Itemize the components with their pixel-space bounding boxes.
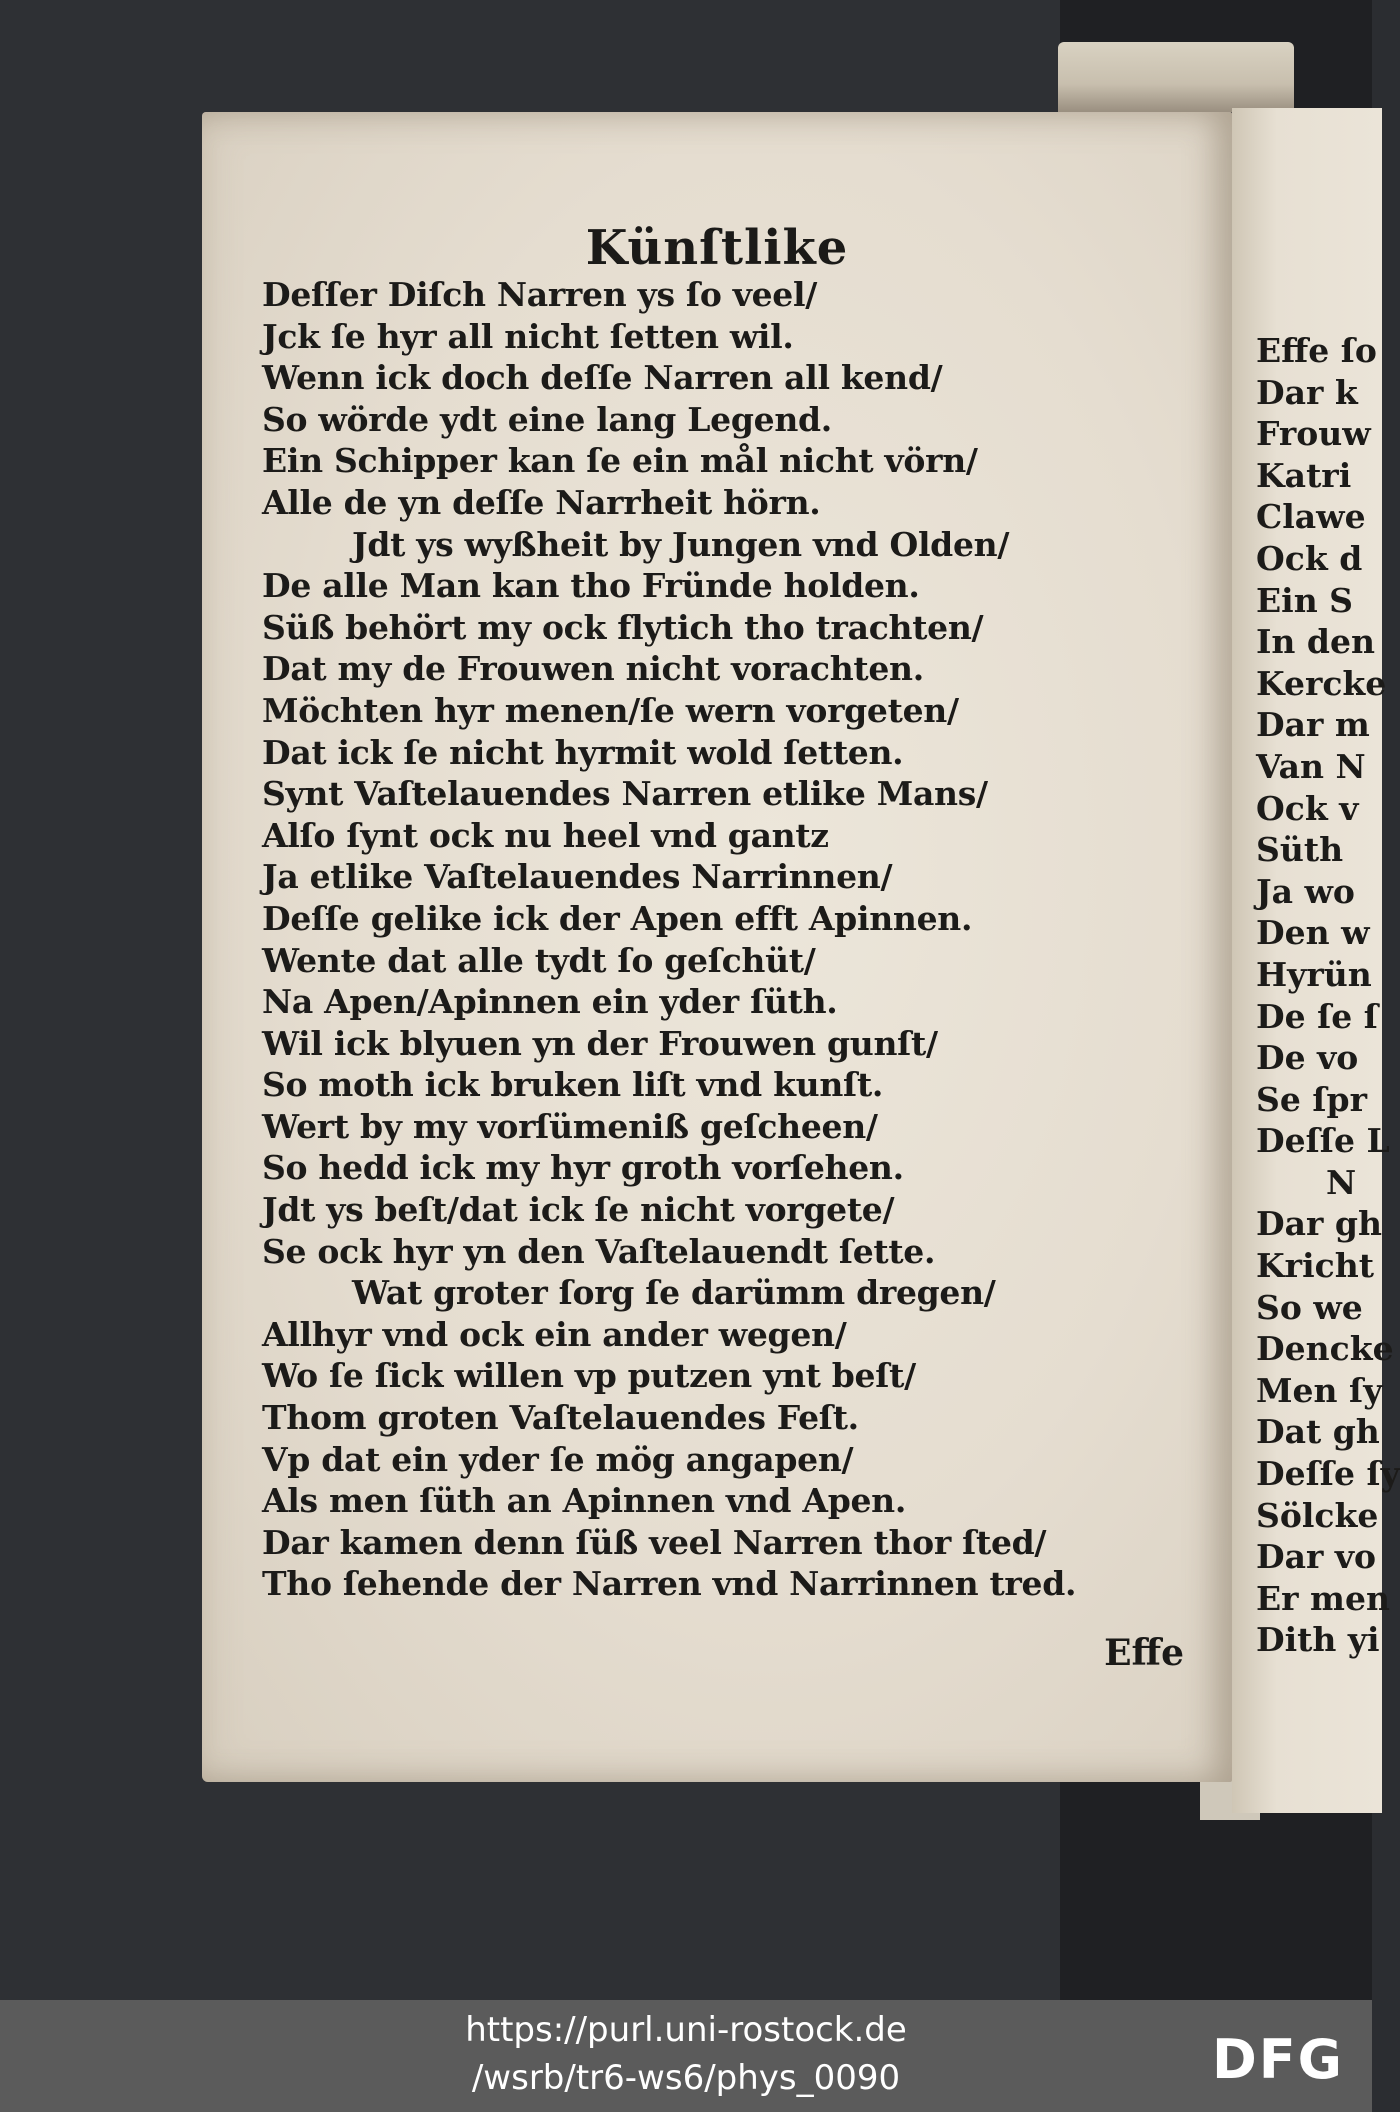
facing-page-line: Clawe — [1256, 497, 1366, 537]
facing-page — [1232, 108, 1400, 1813]
verse-line: Deſſer Diſch Narren ys ſo veel/ — [262, 275, 817, 314]
source-url-line1[interactable]: https://purl.uni-rostock.de — [465, 2010, 907, 2050]
verse-line: So hedd ick my hyr groth vorſehen. — [262, 1148, 904, 1188]
facing-page-line: Kricht — [1256, 1246, 1374, 1286]
verse-line: Alſo ſynt ock nu heel vnd gantz — [262, 815, 829, 855]
facing-page-line: Deſſe L — [1256, 1121, 1390, 1161]
verse-line: Dar kamen denn ſüß veel Narren thor ſted/ — [262, 1522, 1047, 1562]
facing-page-line: Deſſe ſy — [1256, 1454, 1400, 1494]
verse-line: Dat my de Frouwen nicht vorachten. — [262, 649, 924, 689]
viewer-footer — [0, 2000, 1372, 2112]
verse-line: So moth ick bruken liſt vnd kunſt. — [262, 1065, 884, 1105]
book-page — [202, 112, 1232, 1782]
facing-page-line: Ock d — [1256, 538, 1363, 578]
facing-page-line: Süth — [1256, 830, 1344, 870]
verse-line: So wörde ydt eine lang Legend. — [262, 399, 832, 439]
facing-page-line: Ein S — [1256, 580, 1354, 620]
facing-page-line: Kercke — [1256, 663, 1387, 703]
facing-page-line: Ja wo — [1256, 871, 1355, 911]
verse-lines — [262, 274, 1222, 1605]
page-heading: Künſtlike — [585, 220, 849, 276]
facing-page-line: Se ſpr — [1256, 1079, 1367, 1119]
facing-page-line: Den w — [1256, 913, 1370, 953]
verse-line: Wente dat alle tydt ſo geſchüt/ — [262, 940, 816, 980]
facing-page-line: Katri — [1256, 455, 1352, 495]
facing-page-line: N — [1326, 1162, 1357, 1202]
verse-line: Se ock hyr yn den Vaſtelauendt ſette. — [262, 1231, 936, 1271]
verse-line: Deſſe gelike ick der Apen efft Apinnen. — [262, 898, 973, 938]
verse-line: Thom groten Vaſtelauendes Feſt. — [262, 1398, 859, 1438]
verse-line: Ein Schipper kan ſe ein mål nicht vörn/ — [262, 441, 978, 481]
dfg-logo: DFG — [1211, 2028, 1344, 2091]
facing-page-line: Sölcke — [1256, 1495, 1379, 1535]
verse-line: Wat groter ſorg ſe darümm dregen/ — [352, 1273, 996, 1313]
verse-line: Synt Vaſtelauendes Narren etlike Mans/ — [262, 774, 988, 814]
verse-line: Allhyr vnd ock ein ander wegen/ — [262, 1314, 847, 1354]
facing-page-line: Ock v — [1256, 788, 1359, 828]
source-url-line2[interactable]: /wsrb/tr6-ws6/phys_0090 — [471, 2058, 901, 2098]
verse-line: Jdt ys wyßheit by Jungen vnd Olden/ — [352, 524, 1010, 564]
verse-line: Tho ſehende der Narren vnd Narrinnen tred. — [262, 1564, 1077, 1604]
verse-line: Süß behört my ock flytich tho trachten/ — [262, 607, 984, 647]
verse-line: Vp dat ein yder ſe mög angapen/ — [262, 1439, 854, 1479]
facing-page-line: Dar gh — [1256, 1204, 1382, 1244]
facing-page-line: Hyrün — [1256, 954, 1372, 994]
facing-page-line: Dar vo — [1256, 1537, 1377, 1577]
facing-page-line: Men ſy — [1256, 1370, 1383, 1410]
book-spine-top — [1058, 42, 1294, 112]
facing-page-line: Dar m — [1256, 705, 1370, 745]
facing-page-text — [1256, 330, 1400, 1661]
verse-line: Wil ick blyuen yn der Frouwen gunſt/ — [262, 1023, 938, 1063]
facing-page-line: Dar k — [1256, 372, 1358, 412]
facing-page-line: So we — [1256, 1287, 1363, 1327]
verse-line: Als men ſüth an Apinnen vnd Apen. — [262, 1481, 907, 1521]
verse-line: Wert by my vorſümeniß geſcheen/ — [262, 1106, 878, 1146]
verse-line: Alle de yn deſſe Narrheit hörn. — [262, 482, 821, 522]
facing-page-line: De ſe ſ — [1256, 996, 1378, 1036]
facing-page-line: Dat gh — [1256, 1412, 1380, 1452]
verse-line: Ja etlike Vaſtelauendes Narrinnen/ — [262, 857, 893, 897]
verse-line: Jck ſe hyr all nicht ſetten wil. — [262, 316, 794, 356]
facing-page-line: Frouw — [1256, 414, 1371, 454]
verse-line: De alle Man kan tho Fründe holden. — [262, 566, 920, 606]
verse-line: Na Apen/Apinnen ein yder ſüth. — [262, 982, 838, 1022]
verse-line: Möchten hyr menen/ſe wern vorgeten/ — [262, 690, 959, 730]
facing-page-line: Dencke — [1256, 1329, 1394, 1369]
verse-line: Jdt ys beſt/dat ick ſe nicht vorgete/ — [262, 1190, 895, 1230]
facing-page-line: Dith yi — [1256, 1620, 1380, 1660]
verse-line: Wenn ick doch deſſe Narren all kend/ — [262, 358, 943, 398]
facing-page-line: De vo — [1256, 1038, 1359, 1078]
facing-page-line: Er men — [1256, 1578, 1390, 1618]
verse-line: Wo ſe ſick willen vp putzen ynt beſt/ — [262, 1356, 916, 1396]
facing-page-line: In den — [1256, 622, 1375, 662]
catchword: Effe — [1104, 1632, 1184, 1674]
facing-page-line: Van N — [1256, 746, 1366, 786]
verse-line: Dat ick ſe nicht hyrmit wold ſetten. — [262, 732, 904, 772]
facing-page-line: Effe ſo — [1256, 331, 1377, 370]
